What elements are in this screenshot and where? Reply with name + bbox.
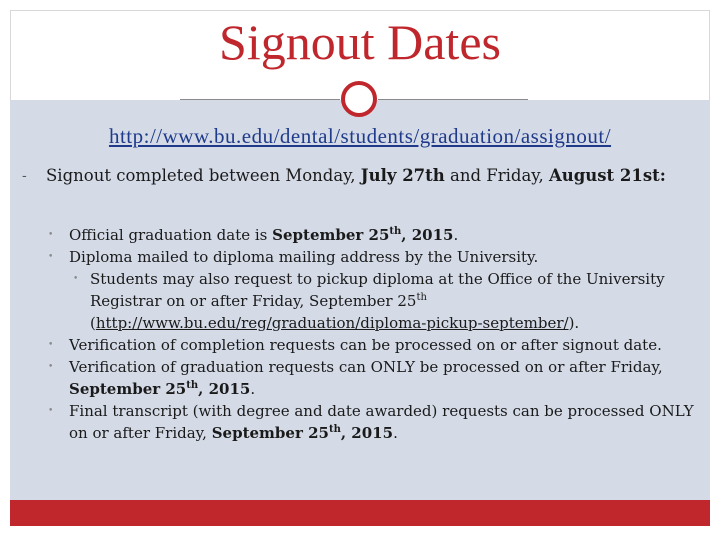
b2sub-link-close: ). bbox=[568, 314, 580, 332]
signout-period-text bbox=[46, 165, 696, 187]
list-item bbox=[48, 334, 698, 356]
sub-list bbox=[69, 268, 698, 334]
b1-bold2: , 2015 bbox=[401, 226, 454, 244]
b3-text: Verification of completion requests can be processed on or after signout date. bbox=[69, 336, 662, 354]
b1-after: . bbox=[453, 226, 459, 244]
b5-sup: th bbox=[328, 424, 341, 435]
b1-bold: September 25 bbox=[272, 226, 390, 244]
b2sub-link-open: ( bbox=[90, 314, 96, 332]
b2sub-sup: th bbox=[416, 292, 427, 303]
b1-before: Official graduation date is bbox=[69, 226, 273, 244]
bullet-icon: • bbox=[48, 340, 54, 350]
b5-before: Final transcript (with degree and date awarded) requests can be processed ONLY on or after Friday, bbox=[69, 402, 694, 442]
b5-bold2: , 2015 bbox=[340, 424, 394, 442]
bullet-icon: • bbox=[48, 230, 54, 240]
list-item bbox=[69, 268, 698, 334]
title-divider-right bbox=[378, 99, 528, 100]
details-list bbox=[48, 224, 698, 444]
slide-title: Signout Dates bbox=[219, 14, 501, 70]
title-divider-left bbox=[180, 99, 340, 100]
bullet-icon: • bbox=[48, 406, 54, 416]
b5-after: . bbox=[393, 424, 398, 442]
dash-bullet-icon: ‐ bbox=[22, 168, 27, 184]
list-item bbox=[48, 400, 698, 444]
diploma-pickup-link[interactable]: http://www.bu.edu/reg/graduation/diploma-pickup-september/ bbox=[95, 314, 569, 332]
bullet-icon: • bbox=[73, 274, 79, 284]
b2-text: Diploma mailed to diploma mailing address by the University. bbox=[69, 248, 539, 266]
bullet-icon: • bbox=[48, 252, 54, 262]
b4-bold: September 25 bbox=[69, 380, 187, 398]
intro-date2: August 21st: bbox=[548, 166, 666, 185]
footer-bar bbox=[10, 500, 710, 526]
b4-sup: th bbox=[186, 380, 199, 391]
bullet-icon: • bbox=[48, 362, 54, 372]
b2sub-text: Students may also request to pickup diploma at the Office of the University Registrar on or after Friday, September 25 bbox=[90, 270, 665, 310]
b4-bold2: , 2015 bbox=[198, 380, 251, 398]
list-item bbox=[48, 246, 698, 334]
intro-before: Signout completed between Monday, bbox=[46, 166, 361, 185]
b4-before: Verification of graduation requests can ONLY be processed on or after Friday, bbox=[69, 358, 663, 376]
signout-url-link[interactable]: http://www.bu.edu/dental/students/graduation/assignout/ bbox=[108, 124, 612, 148]
ring-ornament-icon bbox=[341, 81, 377, 117]
intro-date1: July 27th bbox=[360, 166, 445, 185]
list-item bbox=[48, 224, 698, 246]
b4-after: . bbox=[250, 380, 256, 398]
intro-middle: and Friday, bbox=[444, 166, 549, 185]
b1-sup: th bbox=[389, 226, 402, 237]
list-item bbox=[48, 356, 698, 400]
signout-period bbox=[22, 165, 696, 187]
b5-bold: September 25 bbox=[211, 424, 329, 442]
